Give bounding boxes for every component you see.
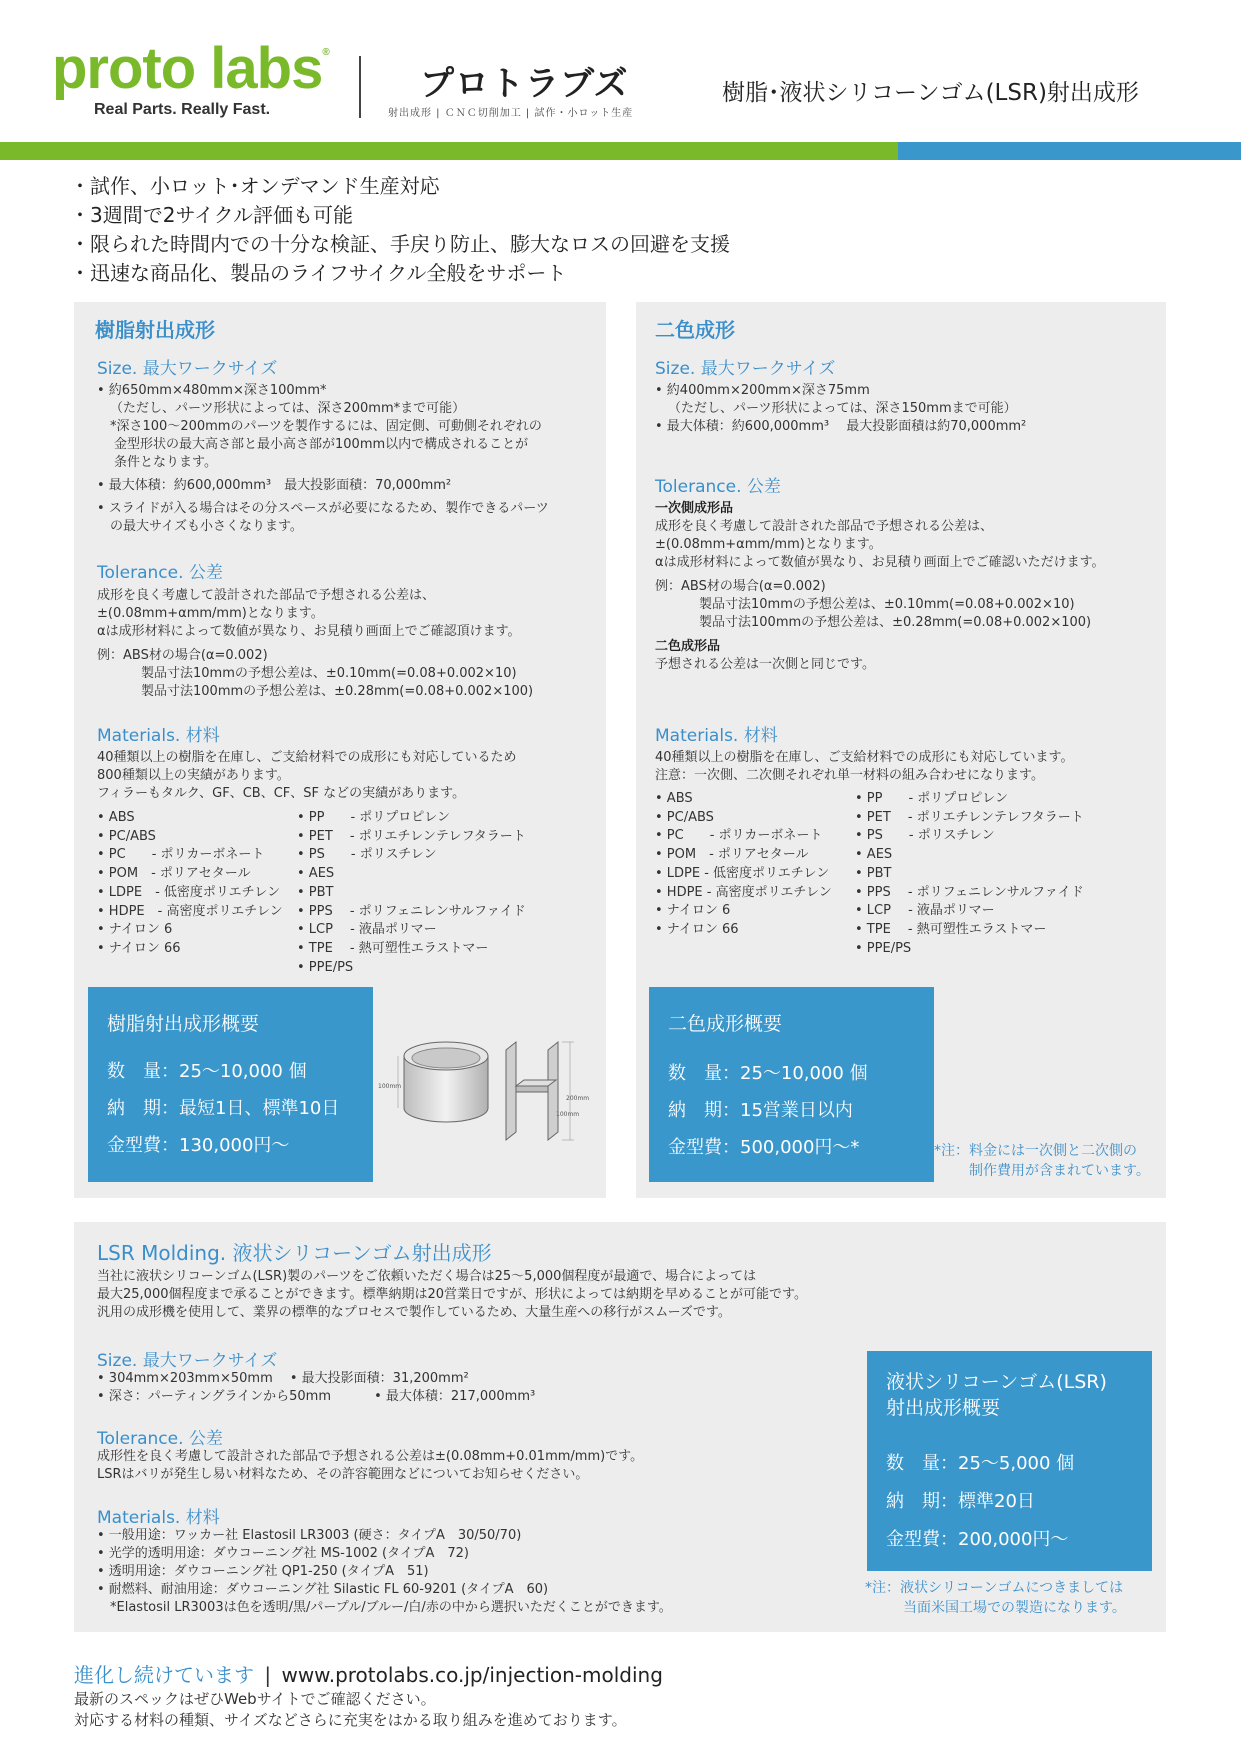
resin-summary-quantity: 数 量：25～10,000 個 <box>107 1061 307 1082</box>
list-item: • TPE - 熱可塑性エラストマー <box>855 921 1047 937</box>
twocolor-summary-title: 二色成形概要 <box>668 1013 783 1035</box>
list-item: • PPS - ポリフェニレンサルファイド <box>855 884 1084 900</box>
figure-label-width: 100mm <box>556 1111 580 1118</box>
intro-bullet: ・ 3週間で2サイクル評価も可能 <box>70 201 730 230</box>
list-item: • HDPE - 高密度ポリエチレン <box>655 884 832 900</box>
resin-summary-box <box>88 987 373 1182</box>
resin-size-title: Size. 最大ワークサイズ <box>97 359 278 379</box>
footer-text: 最新のスペックはぜひWebサイトでご確認ください。 対応する材料の種類、サイズなどさらに充実をはかる取り組みを進めております。 <box>74 1690 627 1729</box>
twocolor-summary-leadtime: 納 期：15営業日以内 <box>668 1100 853 1121</box>
resin-materials-text: 40種類以上の樹脂を在庫し、ご支給材料での成形にも対応しているため 800種類以上の実績があります。 フィラーもタルク、GF、CB、CF、SF などの実績があります。 <box>97 750 517 801</box>
twocolor-materials-title: Materials. 材料 <box>655 726 778 746</box>
list-item: • 耐燃料、耐油用途：ダウコーニング社 Silastic FL 60-9201 (タイプA 60) <box>97 1582 549 1597</box>
list-item: • TPE - 熱可塑性エラストマー <box>297 940 489 956</box>
list-item: • PS - ポリスチレン <box>855 828 995 844</box>
twocolor-tolerance-text: 一次側成形品 成形を良く考慮して設計された部品で予想される公差は、 ±(0.08mm+αmm/mm)となります。 αは成形材料によって数値が異なり、お見積り画面上でご確認いただけます。 例：ABS材の場合(α=0.002) 製品寸法10mmの予想公差は、±0.10mm(=0.08+0.002×10) 製品寸法100mmの予想公差は、±0.28mm(=0.08+0.002×100) 二色成形品 予想される公差は一次側と同じです。 <box>655 501 1105 672</box>
intro-bullets <box>70 172 730 288</box>
footer-url[interactable]: www.protolabs.co.jp/injection-molding <box>281 1663 663 1687</box>
list-item: • PC/ABS <box>655 809 714 825</box>
twocolor-summary-mold-cost: 金型費：500,000円～* <box>668 1137 860 1158</box>
list-item: • PP - ポリプロピレン <box>855 791 1008 806</box>
list-item: • PBT <box>297 884 334 900</box>
header-divider <box>359 56 361 118</box>
lsr-note: *注：液状シリコーンゴムにつきましては 当面米国工場での製造になります。 <box>865 1580 1126 1616</box>
tagline: Real Parts. Really Fast. <box>94 101 271 118</box>
twocolor-size-text: • 約400mm×200mm×深さ75mm （ただし、パーツ形状によっては、深さ150mmまで可能） • 最大体積：約600,000mm³ 最大投影面積は約70,000mm² <box>655 383 1027 434</box>
resin-materials-col1 <box>97 809 283 959</box>
twocolor-materials-col1 <box>655 790 832 940</box>
list-item: • PP - ポリプロピレン <box>297 810 450 825</box>
list-item: • PET - ポリエチレンテレフタラート <box>855 809 1084 825</box>
header-bar-blue <box>898 142 1241 160</box>
twocolor-materials-text: 40種類以上の樹脂を在庫し、ご支給材料での成形にも対応しています。 注意：一次側、二次側それぞれ単一材料の組み合わせになります。 <box>655 750 1074 783</box>
list-item: • PPE/PS <box>297 959 354 975</box>
footer-headline <box>74 1659 663 1688</box>
lsr-title: LSR Molding. 液状シリコーンゴム射出成形 <box>97 1241 492 1265</box>
twocolor-title: 二色成形 <box>655 318 735 342</box>
list-item: • PS - ポリスチレン <box>297 847 437 863</box>
twocolor-note: *注：料金には一次側と二次側の 制作費用が含まれています。 <box>934 1143 1150 1179</box>
resin-size-text: • 約650mm×480mm×深さ100mm* （ただし、パーツ形状によっては、深さ200mm*まで可能） *深さ100～200mmのパーツを製作するには、固定側、可動側それぞれの 金型形状の最大高さ部と最小高さ部が100mm以内で構成されることが 条件となります。 • 最大体積：約600,000mm³ 最大投影面積：70,000mm² • スライドが入る場合はその分スペースが必要になるため、製作できるパーツ の最大サイズも小さくなります。 <box>97 383 549 534</box>
lsr-summary-box <box>867 1351 1152 1571</box>
list-item: • PPS - ポリフェニレンサルファイド <box>297 903 526 919</box>
lsr-tolerance-title: Tolerance. 公差 <box>97 1429 223 1449</box>
list-item: • LCP - 液晶ポリマー <box>855 903 995 919</box>
header-bar-green <box>0 142 898 160</box>
list-item: • ナイロン 6 <box>97 922 173 938</box>
intro-bullet: ・ 試作、小ロット･オンデマンド生産対応 <box>70 172 730 201</box>
resin-tolerance-title: Tolerance. 公差 <box>97 563 223 583</box>
list-item: • PC - ポリカーボネート <box>655 828 823 844</box>
list-item: • ナイロン 6 <box>655 903 731 919</box>
list-item: • PET - ポリエチレンテレフタラート <box>297 828 526 844</box>
resin-title: 樹脂射出成形 <box>95 318 215 342</box>
list-item: • ABS <box>655 791 693 806</box>
resin-summary-title: 樹脂射出成形概要 <box>107 1013 260 1035</box>
resin-materials-title: Materials. 材料 <box>97 726 220 746</box>
lsr-summary-mold-cost: 金型費：200,000円～ <box>886 1529 1069 1550</box>
lsr-tolerance-text: 成形性を良く考慮して設計された部品で予想される公差は±(0.08mm+0.01mm/mm)です。 LSRはバリが発生し易い材料なため、その許容範囲などについてお知らせください。 <box>97 1449 644 1482</box>
list-item: • PBT <box>855 865 892 881</box>
list-item: • ABS <box>97 810 135 825</box>
twocolor-size-title: Size. 最大ワークサイズ <box>655 359 836 379</box>
list-item: • PPE/PS <box>855 940 912 956</box>
list-item: • ナイロン 66 <box>97 940 181 956</box>
list-item: • ナイロン 66 <box>655 921 739 937</box>
footer-evolving: 進化し続けています <box>74 1663 254 1687</box>
lsr-summary-leadtime: 納 期：標準20日 <box>886 1491 1035 1512</box>
page-title: 樹脂･液状シリコーンゴム(LSR)射出成形 <box>722 80 1139 106</box>
list-item: • HDPE - 高密度ポリエチレン <box>97 903 283 919</box>
twocolor-summary-quantity: 数 量：25～10,000 個 <box>668 1063 868 1084</box>
list-item: • LDPE - 低密度ポリエチレン <box>655 865 830 881</box>
list-item: • 透明用途：ダウコーニング社 QP1-250 (タイプA 51) <box>97 1564 429 1579</box>
lsr-intro-text: 当社に液状シリコーンゴム(LSR)製のパーツをご依頼いただく場合は25～5,000個程度が最適で、場合によっては 最大25,000個程度まで承ることができます。標準納期は20営業日ですが、形状によっては納期を早めることが可能です。 汎用の成形機を使用して、業界の標準的なプロセスで製作しているため、大量生産への移行がスムーズです。 <box>97 1269 807 1320</box>
list-item: • PC - ポリカーボネート <box>97 847 265 863</box>
intro-bullet: ・ 迅速な商品化、製品のライフサイクル全般をサポート <box>70 259 730 288</box>
resin-summary-leadtime: 納 期：最短1日、標準10日 <box>107 1098 340 1119</box>
resin-tolerance-text: 成形を良く考慮して設計された部品で予想される公差は、 ±(0.08mm+αmm/mm)となります。 αは成形材料によって数値が異なり、お見積り画面上でご確認頂けます。 例：ABS材の場合(α=0.002) 製品寸法10mmの予想公差は、±0.10mm(=0.08+0.002×10) 製品寸法100mmの予想公差は、±0.28mm(=0.08+0.002×100) <box>97 588 534 699</box>
list-item: • PC/ABS <box>97 828 156 844</box>
twocolor-summary-box <box>649 987 934 1182</box>
protolabs-logo: proto labs® <box>52 36 329 101</box>
lsr-materials-title: Materials. 材料 <box>97 1508 220 1528</box>
resin-materials-col2 <box>297 809 526 977</box>
kana-logo-subtitle: 射出成形 | ＣＮＣ切削加工 | 試作・小ロット生産 <box>388 108 634 119</box>
twocolor-tolerance-title: Tolerance. 公差 <box>655 477 781 497</box>
list-item: • POM - ポリアセタール <box>655 847 809 863</box>
figure-label-200: 200mm <box>566 1095 590 1102</box>
lsr-materials-text <box>97 1527 672 1617</box>
part-size-figure <box>378 1036 596 1146</box>
list-item: • LDPE - 低密度ポリエチレン <box>97 884 281 900</box>
footer-separator: | <box>264 1663 272 1687</box>
kana-logo: プロトラブズ <box>420 64 629 104</box>
twocolor-materials-col2 <box>855 790 1084 958</box>
lsr-size-text: • 304mm×203mm×50mm • 最大投影面積：31,200mm² • 深さ：パーティングラインから50mm • 最大体積：217,000mm³ <box>97 1371 536 1404</box>
list-item: • AES <box>855 847 893 863</box>
list-item: • 一般用途：ワッカー社 Elastosil LR3003 (硬さ：タイプA 30/50/70) <box>97 1528 522 1543</box>
list-item: *Elastosil LR3003は色を透明/黒/パープル/ブルー/白/赤の中から選択いただくことができます。 <box>110 1600 672 1615</box>
list-item: • 光学的透明用途：ダウコーニング社 MS-1002 (タイプA 72) <box>97 1546 469 1561</box>
resin-summary-mold-cost: 金型費：130,000円～ <box>107 1135 290 1156</box>
registered-mark: ® <box>322 47 329 58</box>
lsr-summary-quantity: 数 量：25～5,000 個 <box>886 1453 1075 1474</box>
list-item: • LCP - 液晶ポリマー <box>297 922 437 938</box>
list-item: • AES <box>297 866 335 882</box>
figure-label-height: 100mm <box>378 1083 402 1090</box>
intro-bullet: ・ 限られた時間内での十分な検証、手戻り防止、膨大なロスの回避を支援 <box>70 230 730 259</box>
lsr-summary-title: 液状シリコーンゴム(LSR) 射出成形概要 <box>886 1371 1107 1419</box>
list-item: • POM - ポリアセタール <box>97 866 251 882</box>
lsr-size-title: Size. 最大ワークサイズ <box>97 1351 278 1371</box>
